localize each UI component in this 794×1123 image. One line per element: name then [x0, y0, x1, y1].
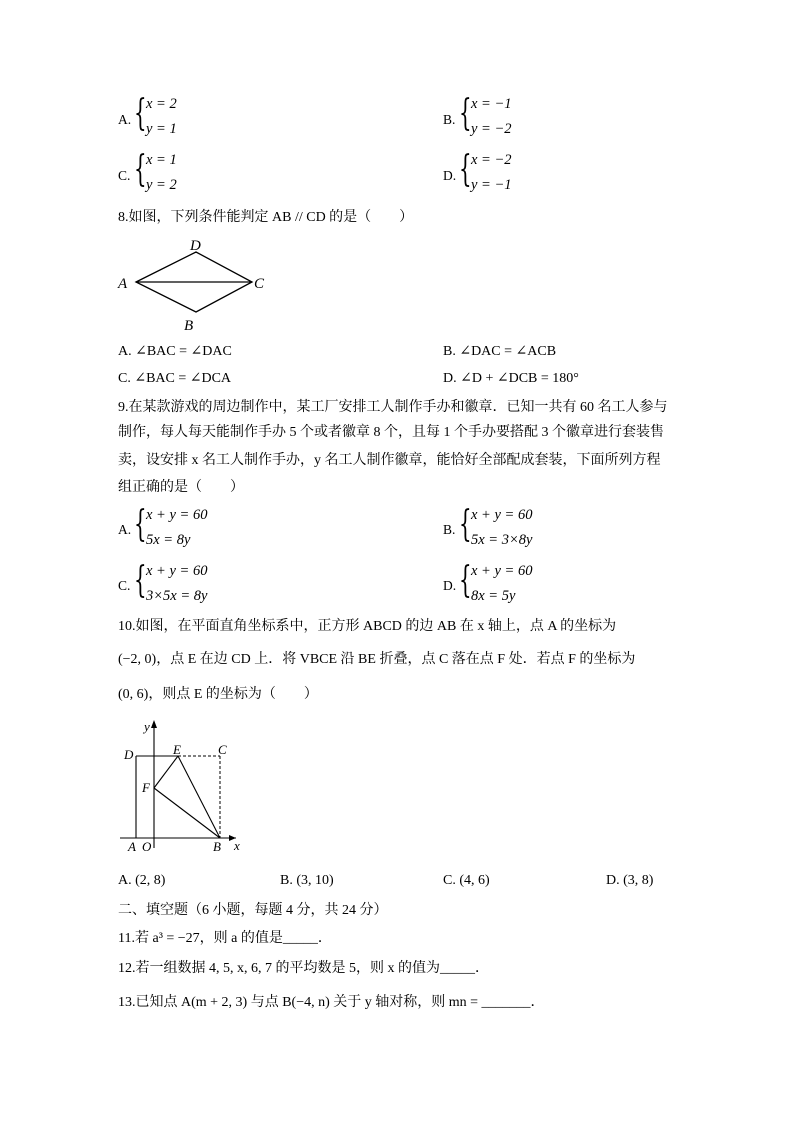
fig-label-o: O: [142, 839, 152, 854]
q8-figure: [112, 234, 272, 334]
q10-line-2: (−2, 0)，点 E 在边 CD 上．将 VBCE 沿 BE 折叠，点 C 落在点 F 处．若点 F 的坐标为: [118, 652, 636, 667]
q8-option-c: C. ∠BAC = ∠DCA: [118, 371, 232, 386]
equation: 3×5x = 8y: [146, 588, 208, 604]
q10-line-1: 10.如图，在平面直角坐标系中，正方形 ABCD 的边 AB 在 x 轴上，点 A 的坐标为: [118, 619, 617, 634]
q9-line-2: 制作，每人每天能制作手办 5 个或者徽章 8 个，且每 1 个手办要搭配 3 个徽章进行套装售: [118, 425, 664, 440]
equation: x + y = 60: [146, 507, 208, 523]
brace: {: [459, 93, 472, 134]
q9-line-3: 卖，设安排 x 名工人制作手办，y 名工人制作徽章，能恰好全部配成套装，下面所列方程: [118, 453, 661, 468]
equation: 5x = 8y: [146, 532, 191, 548]
q10-line-3: (0, 6)，则点 E 的坐标为（ ）: [118, 687, 318, 702]
q8-stem: 8.如图，下列条件能判定 AB // CD 的是（ ）: [118, 210, 414, 225]
option-label: A.: [118, 112, 132, 127]
equation: 5x = 3×8y: [471, 532, 533, 548]
equation: x = −1: [471, 96, 512, 112]
q10-option-a: A. (2, 8): [118, 873, 166, 888]
q10-option-c: C. (4, 6): [443, 873, 490, 888]
equation: y = 2: [146, 177, 177, 193]
fig-label-d: D: [124, 747, 134, 762]
equation: y = 1: [146, 121, 177, 137]
equation: y = −2: [471, 121, 512, 137]
equation: x = −2: [471, 152, 512, 168]
fig-label-c: C: [218, 742, 227, 757]
q8-option-d: D. ∠D + ∠DCB = 180°: [443, 371, 579, 386]
equation: x = 1: [146, 152, 177, 168]
q11-text: 11.若 a³ = −27，则 a 的值是_____．: [118, 931, 332, 946]
q12-text: 12.若一组数据 4, 5, x, 6, 7 的平均数是 5，则 x 的值为_____．: [118, 961, 489, 976]
fig-label-y: y: [144, 719, 150, 734]
brace: {: [134, 149, 147, 190]
fig-label-a: A: [128, 839, 136, 854]
q9-line-4: 组正确的是（ ）: [118, 480, 244, 495]
option-label: B.: [443, 112, 456, 127]
option-label: C.: [118, 168, 131, 183]
equation: x = 2: [146, 96, 177, 112]
q10-option-b: B. (3, 10): [280, 873, 334, 888]
fig-label-d: D: [190, 238, 201, 254]
fig-label-a: A: [118, 276, 128, 292]
brace: {: [134, 560, 147, 601]
brace: {: [459, 504, 472, 545]
equation: y = −1: [471, 177, 512, 193]
brace: {: [134, 93, 147, 134]
q8-option-b: B. ∠DAC = ∠ACB: [443, 344, 557, 359]
fig-label-x: x: [234, 838, 240, 853]
q13-text: 13.已知点 A(m + 2, 3) 与点 B(−4, n) 关于 y 轴对称，则 mn = _______．: [118, 995, 545, 1010]
fig-label-f: F: [142, 780, 150, 795]
equation: x + y = 60: [146, 563, 208, 579]
fig-label-b: B: [184, 318, 194, 334]
option-label: D.: [443, 578, 457, 593]
q8-option-a: A. ∠BAC = ∠DAC: [118, 344, 232, 359]
q9-line-1: 9.在某款游戏的周边制作中，某工厂安排工人制作手办和徽章．已知一共有 60 名工人参与: [118, 400, 668, 415]
q10-option-d: D. (3, 8): [606, 873, 654, 888]
brace: {: [459, 149, 472, 190]
fig-label-b: B: [213, 839, 221, 854]
option-label: A.: [118, 522, 132, 537]
equation: x + y = 60: [471, 507, 533, 523]
equation: 8x = 5y: [471, 588, 516, 604]
section-heading: 二、填空题（6 小题，每题 4 分，共 24 分）: [118, 903, 388, 918]
q10-figure: [114, 714, 254, 854]
equation: x + y = 60: [471, 563, 533, 579]
fig-label-c: C: [254, 276, 265, 292]
option-label: D.: [443, 168, 457, 183]
option-label: B.: [443, 522, 456, 537]
fig-label-e: E: [173, 742, 181, 757]
brace: {: [459, 560, 472, 601]
brace: {: [134, 504, 147, 545]
option-label: C.: [118, 578, 131, 593]
